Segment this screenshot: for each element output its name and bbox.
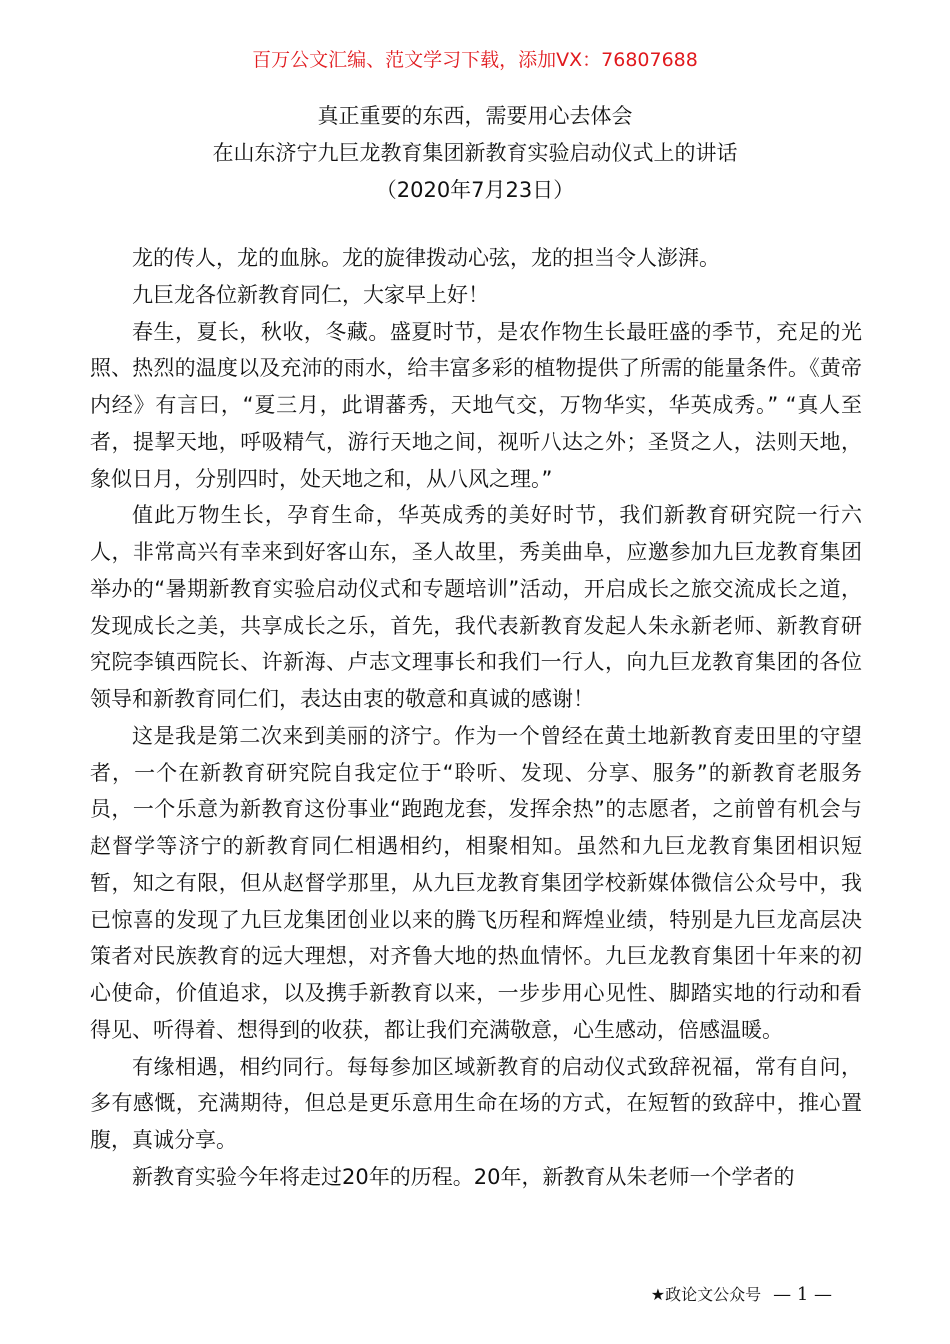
paragraph: 春生，夏长，秋收，冬藏。盛夏时节，是农作物生长最旺盛的季节，充足的光照、热烈的温度以及充沛的雨水，给丰富多彩的植物提供了所需的能量条件。《黄帝内经》有言曰，“夏三月，此谓蕃秀，天地气交，万物华实，华英成秀。” “真人至者，提挈天地，呼吸精气，游行天地之间，视听八达之外；圣贤之人，法则天地，象似日月，分别四时，处天地之和，从八风之理。” <box>90 319 862 491</box>
paragraph: 新教育实验今年将走过20年的历程。20年，新教育从朱老师一个学者的 <box>132 1164 795 1189</box>
paragraph: 值此万物生长，孕育生命，华英成秀的美好时节，我们新教育研究院一行六人，非常高兴有幸来到好客山东，圣人故里，秀美曲阜，应邀参加九巨龙教育集团举办的“暑期新教育实验启动仪式和专题培训”活动，开启成长之旅交流成长之道，发现成长之美，共享成长之乐，首先，我代表新教育发起人朱永新老师、新教育研究院李镇西院长、许新海、卢志文理事长和我们一行人，向九巨龙教育集团的各位领导和新教育同仁们，表达由衷的敬意和真诚的感谢！ <box>90 503 862 711</box>
title-subtitle: 在山东济宁九巨龙教育集团新教育实验启动仪式上的讲话 <box>212 141 738 165</box>
title-date: （2020年7月23日） <box>375 178 575 202</box>
footer-source: ★政论文公众号 <box>650 1285 762 1304</box>
paragraph: 这是我是第二次来到美丽的济宁。作为一个曾经在黄土地新教育麦田里的守望者，一个在新教育研究院自我定位于“聆听、发现、分享、服务”的新教育老服务员，一个乐意为新教育这份事业“跑跑龙套，发挥余热”的志愿者，之前曾有机会与赵督学等济宁的新教育同仁相遇相约，相聚相知。虽然和九巨龙教育集团相识短暂，知之有限，但从赵督学那里，从九巨龙教育集团学校新媒体微信公众号中，我已惊喜的发现了九巨龙集团创业以来的腾飞历程和辉煌业绩，特别是九巨龙高层决策者对民族教育的远大理想，对齐鲁大地的热血情怀。九巨龙教育集团十年来的初心使命，价值追求，以及携手新教育以来，一步步用心见性、脚踏实地的行动和看得见、听得着、想得到的收获，都让我们充满敬意，心生感动，倍感温暖。 <box>90 723 862 1042</box>
watermark-header: 百万公文汇编、范文学习下载，添加VX：76807688 <box>252 49 698 71</box>
paragraph: 九巨龙各位新教育同仁，大家早上好！ <box>132 282 489 307</box>
page-footer <box>651 1284 832 1306</box>
paragraph: 有缘相遇，相约同行。每每参加区域新教育的启动仪式致辞祝福，常有自问，多有感慨，充满期待，但总是更乐意用生命在场的方式，在短暂的致辞中，推心置腹，真诚分享。 <box>90 1054 862 1152</box>
document-body <box>90 240 862 1196</box>
paragraph: 龙的传人，龙的血脉。龙的旋律拨动心弦，龙的担当令人澎湃。 <box>132 246 720 270</box>
page-number: — 1 — <box>773 1284 832 1305</box>
document-title <box>0 98 950 209</box>
title-main: 真正重要的东西，需要用心去体会 <box>317 104 633 128</box>
